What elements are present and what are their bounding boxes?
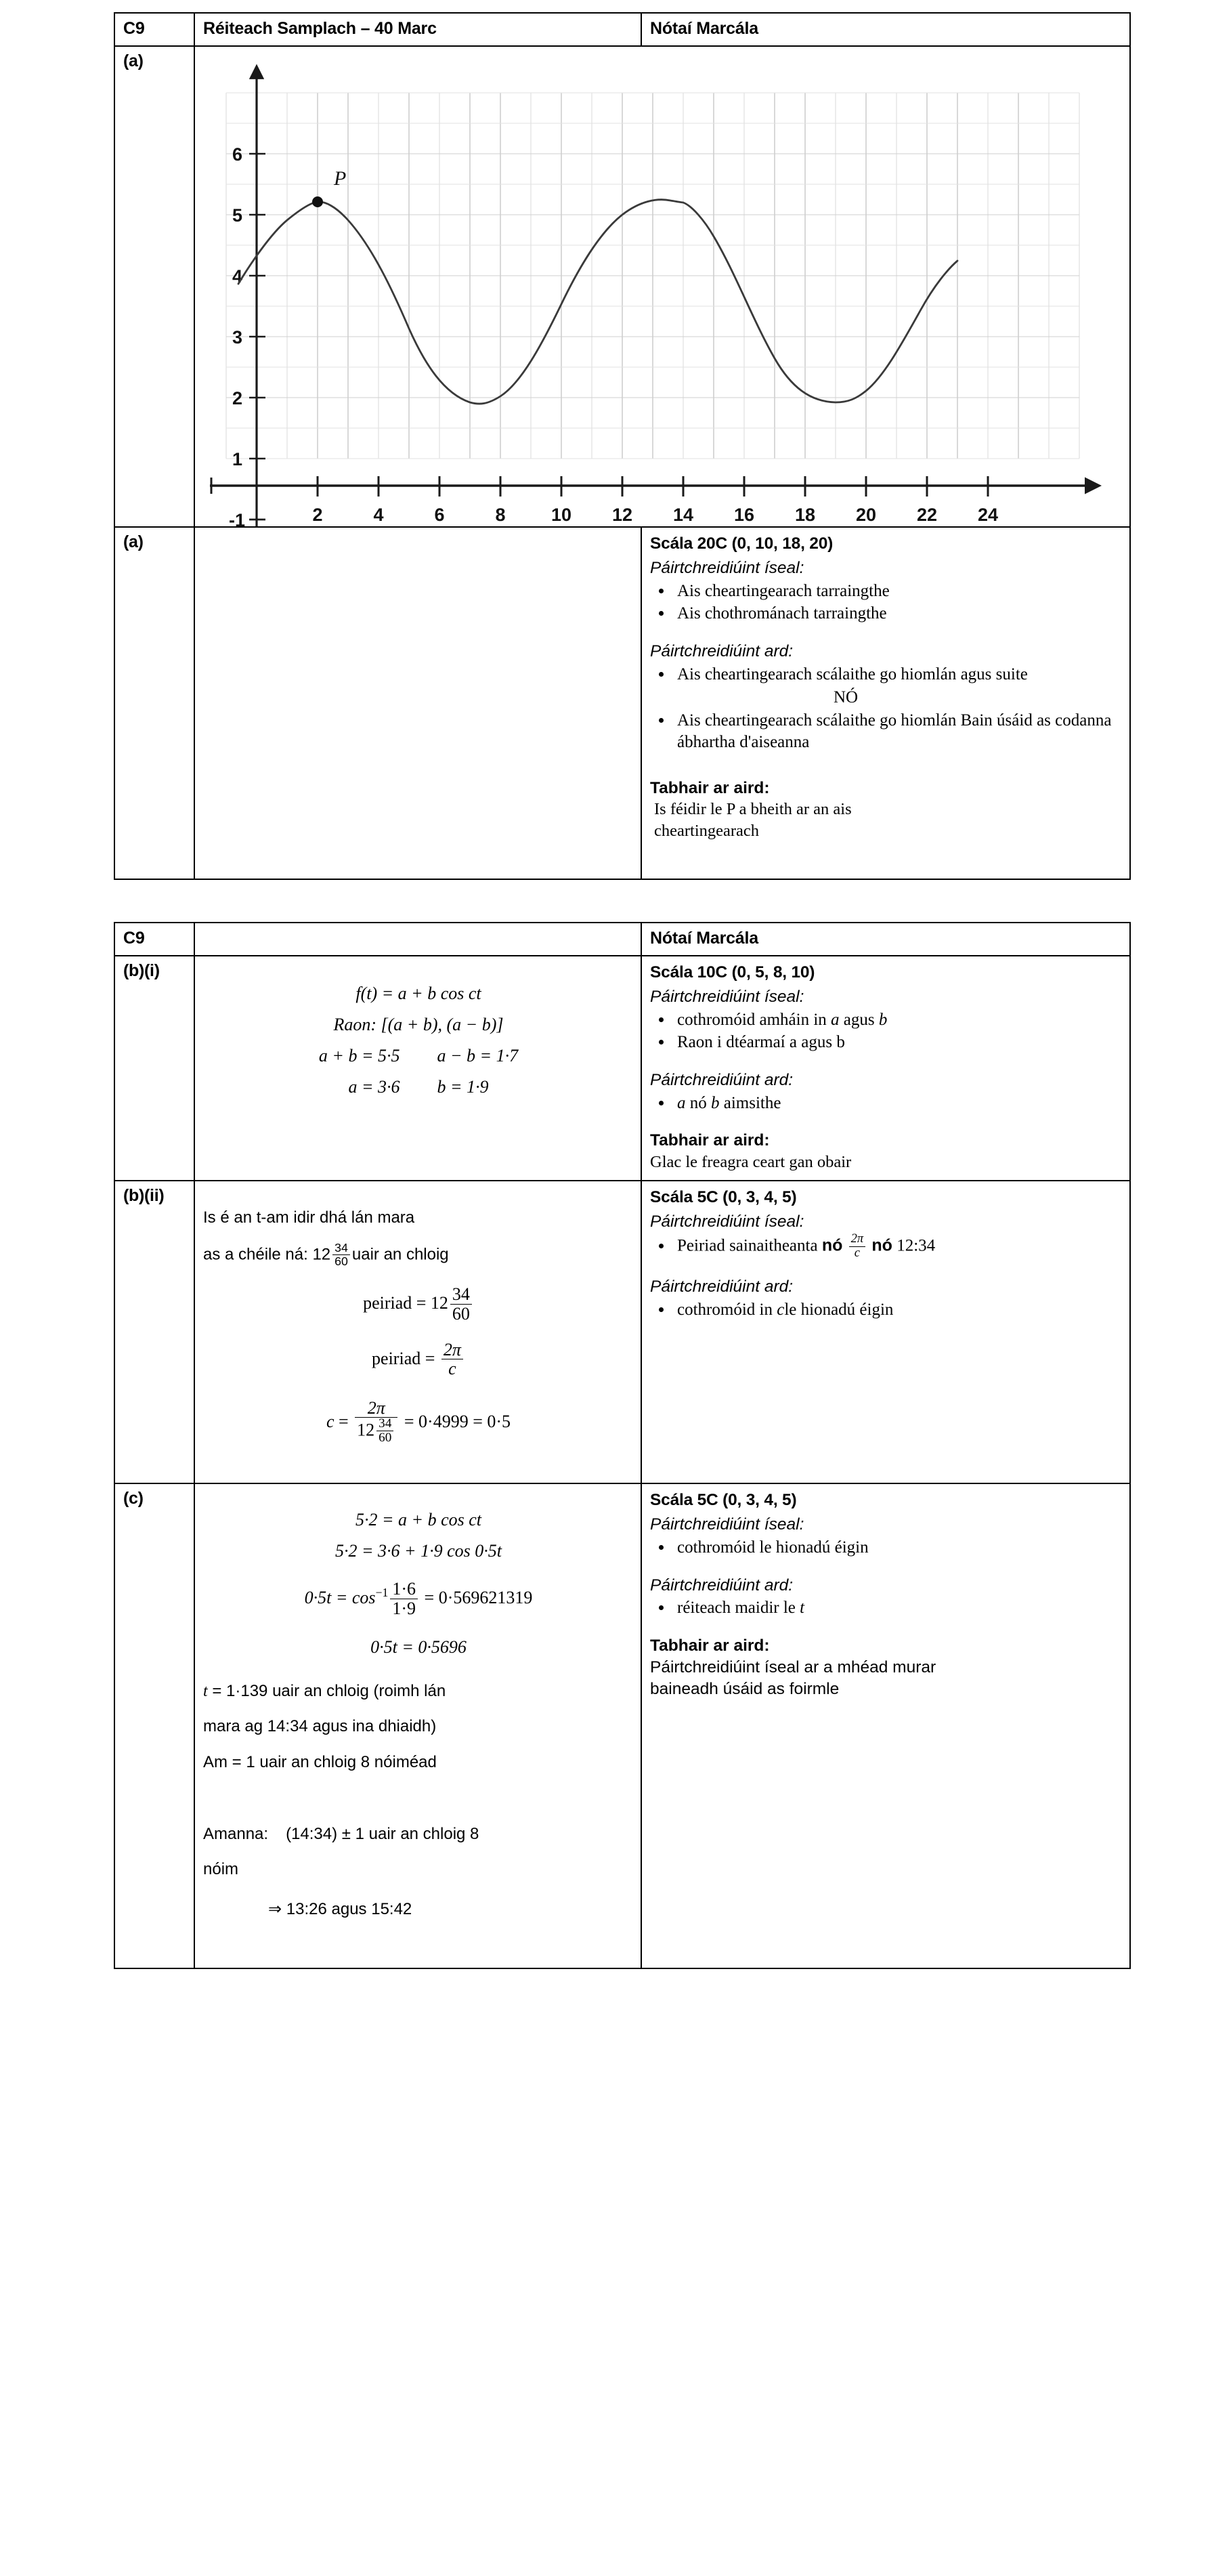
- math-line-c-solution: [203, 1399, 634, 1447]
- scale-heading-b-i: Scála 10C (0, 5, 8, 10): [650, 963, 815, 982]
- item-text-post: le hionadú éigin: [784, 1301, 894, 1319]
- fn-arg: (t): [360, 984, 378, 1004]
- equals: =: [334, 1411, 353, 1431]
- den-integer: 12: [357, 1420, 375, 1440]
- item-text-pre: réiteach maidir le: [677, 1599, 800, 1618]
- item-text-end: aimsithe: [719, 1093, 781, 1112]
- equation-rounded: 0·5t = 0·5696: [370, 1637, 467, 1657]
- range-value: : [(a + b), (a − b)]: [370, 1015, 504, 1035]
- note-text-c-line2: baineadh úsáid as foirmle: [650, 1679, 840, 1698]
- row-label-a-notes: (a): [114, 527, 194, 879]
- fraction-denominator: [355, 1417, 397, 1445]
- times-value: (14:34) ± 1 uair an chloig 8: [286, 1825, 479, 1844]
- table2-header-row: [114, 923, 1130, 956]
- fraction-denominator: c: [441, 1359, 463, 1378]
- header2-work: [194, 923, 641, 956]
- row-label-a-graph: (a): [114, 46, 194, 527]
- low-credit-heading-a: Páirtchreidiúint íseal:: [650, 558, 804, 577]
- item-text-pre: cothromóid in: [677, 1301, 777, 1319]
- item-text-pre: Peiriad sainaitheanta: [677, 1237, 822, 1256]
- spacer: [650, 1115, 1123, 1127]
- fraction-numerator: 2π: [367, 1397, 385, 1418]
- spacer: [650, 1261, 1123, 1273]
- tide-function-graph: [203, 52, 1110, 530]
- text-line-c7: Am = 1 uair an chloig 8 nóiméad: [203, 1752, 437, 1771]
- fraction-numerator: 2π: [850, 1232, 864, 1246]
- high-credit-list-a-second: [650, 710, 1123, 754]
- t-result: = 1·139 uair an chloig (roimh lán: [207, 1681, 446, 1700]
- table-part-a: [114, 12, 1131, 880]
- svg-text:5: 5: [232, 205, 242, 226]
- c-fraction: [355, 1399, 397, 1446]
- fraction-numerator: 34: [452, 1284, 470, 1305]
- work-cell-a: [194, 527, 641, 879]
- list-item: • Ais cheartingearach scálaithe go hiomlán Bain úsáid as codanna ábhartha d'aiseanna: [673, 710, 1123, 754]
- arccos-pre: 0·5t = cos: [304, 1588, 376, 1608]
- period-label: peiriad = 12: [363, 1293, 448, 1313]
- low-credit-list-c: [650, 1537, 1123, 1559]
- notes-cell-b-i: [641, 956, 1130, 1181]
- time-value: 12:34: [897, 1237, 936, 1256]
- svg-text:18: 18: [794, 505, 816, 525]
- text-line-interval: [203, 1242, 634, 1268]
- list-item: • Ais cheartingearach scálaithe go hiomlán agus suite: [673, 664, 1123, 686]
- eq-sum: a + b = 5·5: [318, 1046, 400, 1066]
- point-p-marker: [312, 196, 323, 207]
- fraction-numerator: 34: [334, 1241, 348, 1255]
- text-line-c8: [203, 1823, 634, 1845]
- eq-diff: a − b = 1·7: [437, 1046, 519, 1066]
- row-label-c: (c): [114, 1483, 194, 1968]
- svg-text:2: 2: [312, 505, 323, 525]
- note-heading-a: Tabhair ar aird:: [650, 778, 770, 797]
- high-credit-list-c: [650, 1597, 1123, 1620]
- var-c: c: [777, 1301, 785, 1319]
- svg-text:6: 6: [232, 144, 242, 165]
- nested-fraction: [376, 1417, 393, 1445]
- y-tick-labels: [229, 144, 245, 530]
- svg-text:1: 1: [232, 449, 242, 469]
- cosine-curve: [238, 200, 957, 404]
- table-separator-gap: [114, 880, 1128, 922]
- value-a: a = 3·6: [348, 1077, 400, 1097]
- list-item: • cothromóid le hionadú éigin: [673, 1537, 1123, 1559]
- header2-code: C9: [114, 923, 194, 956]
- high-credit-heading-a: Páirtchreidiúint ard:: [650, 641, 794, 660]
- text-line-time-between: Is é an t-am idir dhá lán mara: [203, 1208, 415, 1227]
- math-line-c3: [203, 1580, 634, 1618]
- or-word-2: nó: [871, 1236, 892, 1256]
- var-b: b: [878, 1010, 888, 1029]
- low-credit-list-b-i: [650, 1009, 1123, 1054]
- fn-body: = a + b cos ct: [377, 984, 481, 1004]
- svg-text:8: 8: [495, 505, 506, 525]
- notes-cell-a: [641, 527, 1130, 879]
- svg-text:6: 6: [434, 505, 445, 525]
- row-b-ii: [114, 1181, 1130, 1484]
- high-credit-heading-c: Páirtchreidiúint ard:: [650, 1576, 794, 1595]
- math-line-c4: [203, 1637, 634, 1657]
- high-credit-list-b-ii: [650, 1299, 1123, 1322]
- point-p-label: P: [334, 167, 347, 190]
- text-line-c10: ⇒ 13:26 agus 15:42: [268, 1899, 412, 1918]
- equation-substituted: 5·2 = 3·6 + 1·9 cos 0·5t: [335, 1541, 502, 1561]
- scale-heading-b-ii: Scála 5C (0, 3, 4, 5): [650, 1187, 797, 1206]
- value-b: b = 1·9: [437, 1077, 489, 1097]
- text-line-c5: [203, 1681, 634, 1702]
- svg-text:22: 22: [916, 505, 938, 525]
- spacer: [650, 755, 1123, 775]
- row-label-b-i: (b)(i): [114, 956, 194, 1181]
- list-item: [673, 1009, 1123, 1032]
- svg-text:12: 12: [611, 505, 633, 525]
- equation-general: 5·2 = a + b cos ct: [355, 1510, 481, 1530]
- var-c: c: [326, 1411, 334, 1431]
- svg-text:4: 4: [373, 505, 384, 525]
- arccos-fraction: [390, 1580, 418, 1618]
- graph-row: [114, 46, 1130, 527]
- low-credit-list-a: [650, 580, 1123, 625]
- header-notes: Nótaí Marcála: [641, 13, 1130, 46]
- math-line-sum-diff: [203, 1046, 634, 1066]
- var-t: t: [203, 1682, 208, 1700]
- notes-cell-c: [641, 1483, 1130, 1968]
- graph-cell: [194, 46, 1130, 530]
- note-text-c-line1: Páirtchreidiúint íseal ar a mhéad murar: [650, 1657, 936, 1676]
- math-line-function: [203, 984, 634, 1004]
- scale-heading-c: Scála 5C (0, 3, 4, 5): [650, 1491, 797, 1510]
- scale-heading-a: Scála 20C (0, 10, 18, 20): [650, 534, 834, 553]
- arccos-exponent: −1: [375, 1586, 389, 1600]
- svg-text:4: 4: [232, 266, 242, 287]
- spacer: [650, 1620, 1123, 1632]
- or-word-1: nó: [821, 1236, 843, 1256]
- table-parts-b-c: [114, 922, 1131, 1969]
- arccos-result: = 0·569621319: [420, 1588, 533, 1608]
- item-text-mid: nó: [685, 1093, 711, 1112]
- svg-text:16: 16: [733, 505, 755, 525]
- work-cell-b-ii: [194, 1181, 641, 1484]
- var-b: b: [711, 1093, 720, 1112]
- work-cell-c: [194, 1483, 641, 1968]
- text-line-c6: mara ag 14:34 agus ina dhiaidh): [203, 1717, 437, 1736]
- list-item: [673, 1233, 1123, 1261]
- svg-text:20: 20: [855, 505, 877, 525]
- high-credit-list-a-first: [650, 664, 1123, 686]
- math-line-c1: [203, 1510, 634, 1530]
- math-line-period-value: [203, 1286, 634, 1324]
- svg-text:-1: -1: [228, 510, 245, 530]
- notes-row-a: [114, 527, 1130, 879]
- low-credit-list-b-ii: [650, 1233, 1123, 1261]
- row-c: [114, 1483, 1130, 1968]
- row-label-b-ii: (b)(ii): [114, 1181, 194, 1484]
- fraction-denominator: 60: [332, 1254, 350, 1268]
- interval-pre: as a chéile ná: 12: [203, 1245, 331, 1264]
- high-credit-heading-b-ii: Páirtchreidiúint ard:: [650, 1278, 794, 1296]
- fraction-denominator: 60: [450, 1304, 472, 1323]
- list-item: [673, 1597, 1123, 1620]
- spacer: [650, 1055, 1123, 1067]
- spacer: [650, 1560, 1123, 1572]
- math-line-period-formula: [203, 1341, 634, 1379]
- note-heading-b-i: Tabhair ar aird:: [650, 1131, 770, 1150]
- work-cell-b-i: [194, 956, 641, 1181]
- note-text-a-line1: Is féidir le P a bheith ar an ais: [654, 800, 852, 819]
- notes-cell-b-ii: [641, 1181, 1130, 1484]
- math-line-range: [203, 1015, 634, 1035]
- item-text-pre: cothromóid amháin in: [677, 1010, 832, 1029]
- svg-text:14: 14: [672, 505, 694, 525]
- range-label: Raon: [333, 1015, 371, 1035]
- period-formula-label: peiriad =: [372, 1348, 439, 1368]
- note-heading-c: Tabhair ar aird:: [650, 1636, 770, 1655]
- high-credit-list-b-i: [650, 1093, 1123, 1115]
- period-formula-fraction: [441, 1340, 463, 1378]
- low-credit-heading-c: Páirtchreidiúint íseal:: [650, 1515, 804, 1534]
- fraction-numerator: 34: [379, 1416, 392, 1431]
- or-separator-a: NÓ: [833, 688, 859, 707]
- fraction-denominator: 60: [376, 1431, 393, 1445]
- list-item: [673, 1093, 1123, 1115]
- fraction-denominator: 1·9: [390, 1599, 418, 1618]
- text-line-c9: nóim: [203, 1860, 239, 1879]
- interval-fraction: [332, 1242, 350, 1267]
- c-result: = 0·4999 = 0·5: [399, 1411, 511, 1431]
- fraction-numerator: 2π: [443, 1340, 461, 1360]
- note-text-b-i: Glac le freagra ceart gan obair: [650, 1152, 852, 1171]
- period-fraction: [450, 1285, 472, 1323]
- low-credit-heading-b-ii: Páirtchreidiúint íseal:: [650, 1212, 804, 1231]
- spacer: [650, 626, 1123, 638]
- fn-f: f: [355, 984, 361, 1004]
- low-credit-heading-b-i: Páirtchreidiúint íseal:: [650, 987, 804, 1006]
- svg-text:3: 3: [232, 327, 242, 347]
- var-a: a: [677, 1093, 686, 1112]
- item-text-mid: agus: [839, 1010, 879, 1029]
- header-work: Réiteach Samplach – 40 Marc: [194, 13, 641, 46]
- high-credit-heading-b-i: Páirtchreidiúint ard:: [650, 1070, 794, 1089]
- list-item: • Ais chothrománach tarraingthe: [673, 603, 1123, 625]
- list-item: • Raon i dtéarmaí a agus b: [673, 1032, 1123, 1054]
- header2-notes: Nótaí Marcála: [641, 923, 1130, 956]
- list-item: • Ais cheartingearach tarraingthe: [673, 580, 1123, 603]
- var-t: t: [800, 1599, 805, 1618]
- note-text-a-line2: cheartingearach: [654, 822, 760, 841]
- svg-text:2: 2: [232, 388, 242, 408]
- svg-text:24: 24: [977, 505, 999, 525]
- math-line-c2: [203, 1541, 634, 1561]
- math-line-a-b-values: [203, 1077, 634, 1097]
- fraction-denominator: c: [849, 1246, 866, 1260]
- list-item: [673, 1299, 1123, 1322]
- times-label: Amanna:: [203, 1825, 269, 1844]
- svg-text:10: 10: [550, 505, 572, 525]
- header-code: C9: [114, 13, 194, 46]
- fraction-numerator: 1·6: [392, 1579, 416, 1599]
- graph-container: [203, 52, 1123, 530]
- interval-post: uair an chloig: [351, 1245, 449, 1264]
- row-b-i: [114, 956, 1130, 1181]
- period-fraction-inline: [849, 1233, 866, 1260]
- x-tick-labels: [312, 505, 998, 525]
- table-header-row: [114, 13, 1130, 46]
- var-a: a: [831, 1010, 840, 1029]
